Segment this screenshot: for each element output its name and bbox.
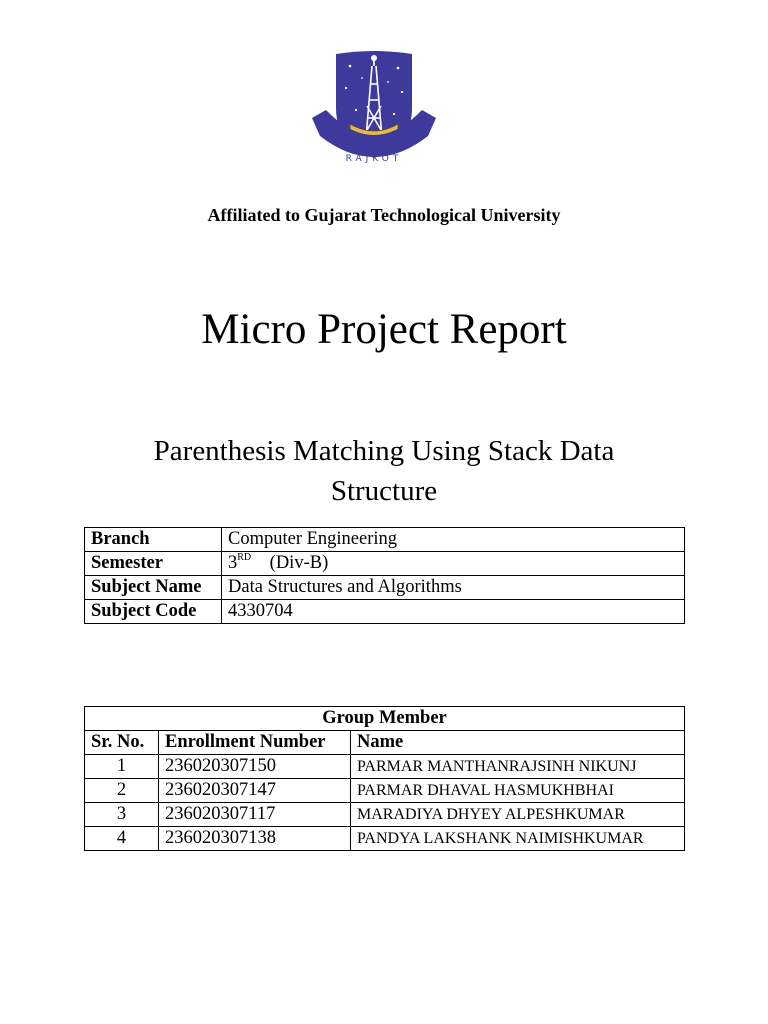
enrollment-cell: 236020307117 xyxy=(159,803,351,827)
info-row-subject-code xyxy=(85,600,685,624)
table-row xyxy=(85,827,685,851)
sr-no-cell: 3 xyxy=(85,803,159,827)
semester-ordinal: RD xyxy=(237,552,252,563)
info-table xyxy=(84,527,685,624)
info-row-subject-name xyxy=(85,576,685,600)
enrollment-cell: 236020307150 xyxy=(159,755,351,779)
subject-name-label: Subject Name xyxy=(85,576,222,600)
name-cell: PARMAR DHAVAL HASMUKHBHAI xyxy=(351,779,685,803)
group-title-row xyxy=(85,707,685,731)
college-logo xyxy=(306,48,442,168)
subject-name-value: Data Structures and Algorithms xyxy=(222,576,685,600)
semester-label: Semester xyxy=(85,552,222,576)
header-sr-no: Sr. No. xyxy=(85,731,159,755)
affiliation-text: Affiliated to Gujarat Technological University xyxy=(207,205,561,225)
branch-value: Computer Engineering xyxy=(222,528,685,552)
name-cell: MARADIYA DHYEY ALPESHKUMAR xyxy=(351,803,685,827)
group-member-table xyxy=(84,706,685,851)
enrollment-cell: 236020307147 xyxy=(159,779,351,803)
group-header-row xyxy=(85,731,685,755)
table-row xyxy=(85,755,685,779)
branch-label: Branch xyxy=(85,528,222,552)
table-row xyxy=(85,779,685,803)
semester-number: 3 xyxy=(228,553,238,573)
sr-no-cell: 2 xyxy=(85,779,159,803)
semester-value xyxy=(222,552,685,576)
subject-code-value: 4330704 xyxy=(222,600,685,624)
info-row-branch xyxy=(85,528,685,552)
header-name: Name xyxy=(351,731,685,755)
svg-text:RAJKOT: RAJKOT xyxy=(345,154,403,164)
report-subtitle: Parenthesis Matching Using Stack Data Structure xyxy=(153,435,615,507)
subject-code-label: Subject Code xyxy=(85,600,222,624)
sr-no-cell: 4 xyxy=(85,827,159,851)
sr-no-cell: 1 xyxy=(85,755,159,779)
name-cell: PARMAR MANTHANRAJSINH NIKUNJ xyxy=(351,755,685,779)
name-cell: PANDYA LAKSHANK NAIMISHKUMAR xyxy=(351,827,685,851)
header-enrollment: Enrollment Number xyxy=(159,731,351,755)
group-title: Group Member xyxy=(85,707,685,731)
enrollment-cell: 236020307138 xyxy=(159,827,351,851)
semester-division: (Div-B) xyxy=(269,553,329,573)
table-row xyxy=(85,803,685,827)
page-title: Micro Project Report xyxy=(201,306,567,353)
info-row-semester xyxy=(85,552,685,576)
